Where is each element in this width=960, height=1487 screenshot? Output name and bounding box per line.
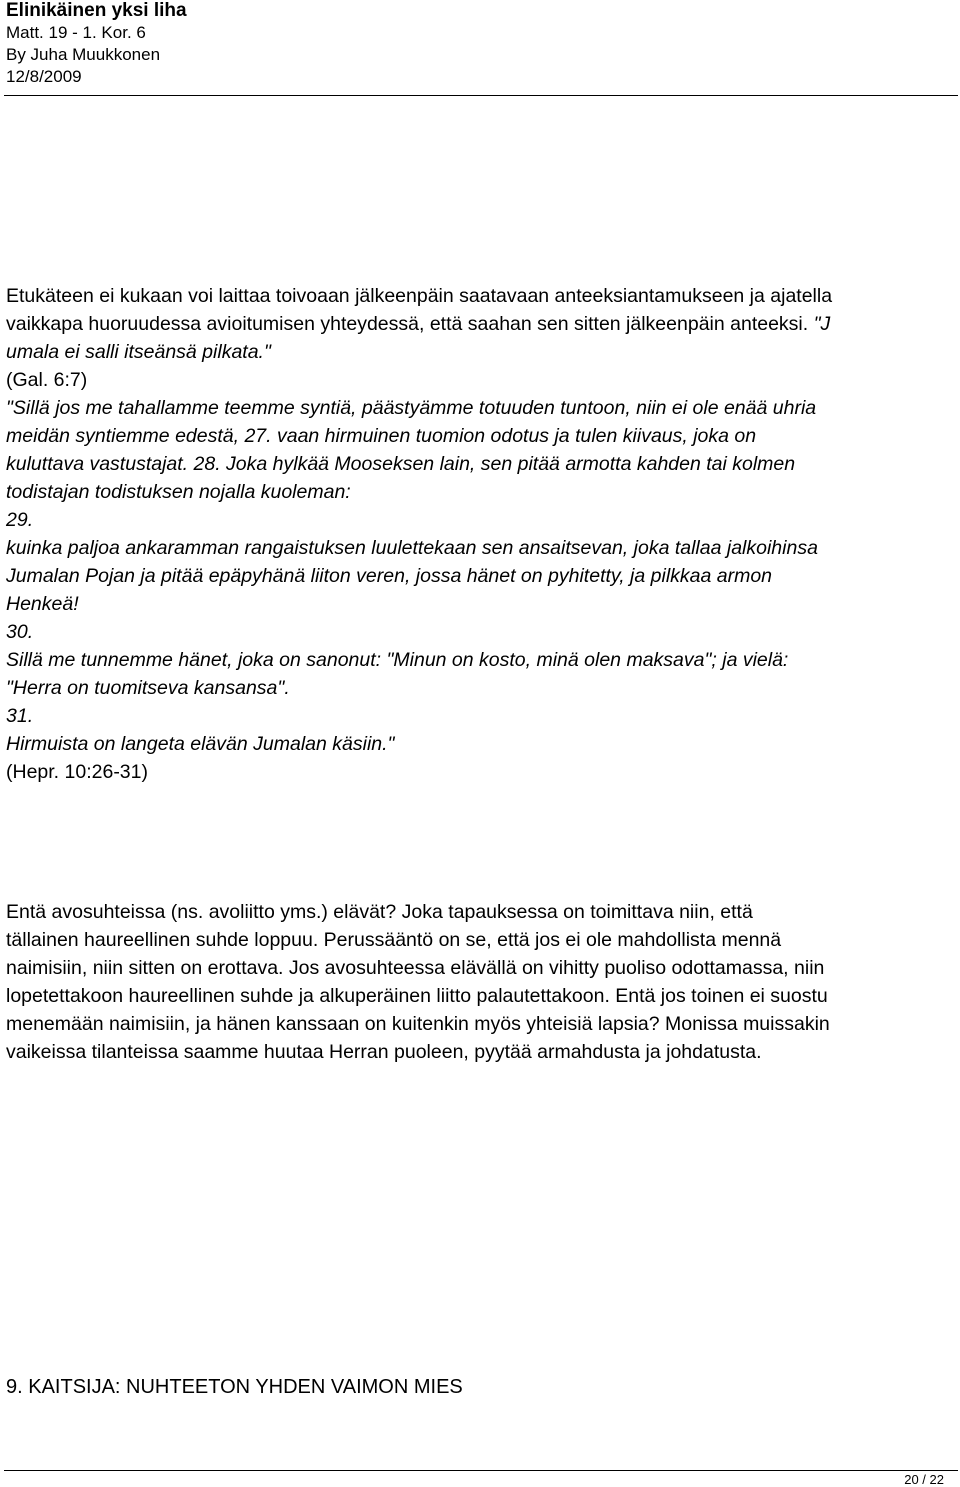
quote-line: todistajan todistuksen nojalla kuoleman: (6, 481, 351, 503)
bible-reference: (Hepr. 10:26-31) (6, 761, 148, 783)
passage-line: Etukäteen ei kukaan voi laittaa toivoaan jälkeenpäin saatavaan anteeksiantamukseen ja ajatella (6, 285, 833, 307)
author-line: By Juha Muukkonen (6, 45, 161, 64)
quote-line: Jumalan Pojan ja pitää epäpyhänä liiton veren, jossa hänet on pyhitetty, ja pilkkaa armon (6, 565, 773, 587)
document-title: Elinikäinen yksi liha (6, 0, 187, 21)
quote-line: umala ei salli itseänsä pilkata." (6, 341, 271, 363)
quote-line: kuinka paljoa ankaramman rangaistuksen luulettekaan sen ansaitsevan, joka tallaa jalkoihinsa (6, 537, 818, 559)
paragraph-line: Entä avosuhteissa (ns. avoliitto yms.) elävät? Joka tapauksessa on toimittava niin, että (6, 901, 753, 923)
verse-number: 31. (6, 705, 34, 727)
paragraph-line: menemään naimisiin, ja hänen kanssaan on kuitenkin myös yhteisiä lapsia? Monissa muissakin (6, 1013, 830, 1035)
verse-number: 30. (6, 621, 34, 643)
footer-divider (4, 1470, 958, 1471)
scripture-passage (6, 282, 956, 786)
section-heading: 9. KAITSIJA: NUHTEETON YHDEN VAIMON MIES (6, 1376, 463, 1398)
bible-reference: (Gal. 6:7) (6, 369, 88, 391)
quote-line: Sillä me tunnemme hänet, joka on sanonut: "Minun on kosto, minä olen maksava"; ja vielä: (6, 649, 789, 671)
paragraph-line: lopetettakoon haureellinen suhde ja alkuperäinen liitto palautettakoon. Entä jos toinen ei suostu (6, 985, 828, 1007)
page-number: 20 / 22 (904, 1472, 944, 1487)
quote-line: Henkeä! (6, 593, 79, 615)
quote-line: meidän syntiemme edestä, 27. vaan hirmuinen tuomion odotus ja tulen kiivaus, joka on (6, 425, 757, 447)
passage-text: vaikkapa huoruudessa avioitumisen yhteydessä, että saahan sen sitten jälkeenpäin anteeksi. (6, 313, 814, 335)
paragraph-line: tällainen haureellinen suhde loppuu. Perussääntö on se, että jos ei ole mahdollista mennä (6, 929, 782, 951)
verse-number: 29. (6, 509, 34, 531)
paragraph-line: naimisiin, niin sitten on erottava. Jos avosuhteessa elävällä on vihitty puoliso odottamassa, niin (6, 957, 825, 979)
quote-line: Hirmuista on langeta elävän Jumalan käsiin." (6, 733, 395, 755)
scripture-reference: Matt. 19 - 1. Kor. 6 (6, 23, 146, 42)
quote-line: kuluttava vastustajat. 28. Joka hylkää Mooseksen lain, sen pitää armotta kahden tai kolmen (6, 453, 796, 475)
passage-line (6, 310, 956, 338)
quote-text: "J (813, 313, 831, 335)
document-header (6, 0, 187, 88)
publish-date: 12/8/2009 (6, 67, 82, 86)
quote-line: "Herra on tuomitseva kansansa". (6, 677, 290, 699)
cohabitation-paragraph (6, 898, 956, 1066)
paragraph-line: vaikeissa tilanteissa saamme huutaa Herran puoleen, pyytää armahdusta ja johdatusta. (6, 1041, 762, 1063)
header-divider (4, 95, 958, 96)
quote-line: "Sillä jos me tahallamme teemme syntiä, päästyämme totuuden tuntoon, niin ei ole enää uhria (6, 397, 817, 419)
